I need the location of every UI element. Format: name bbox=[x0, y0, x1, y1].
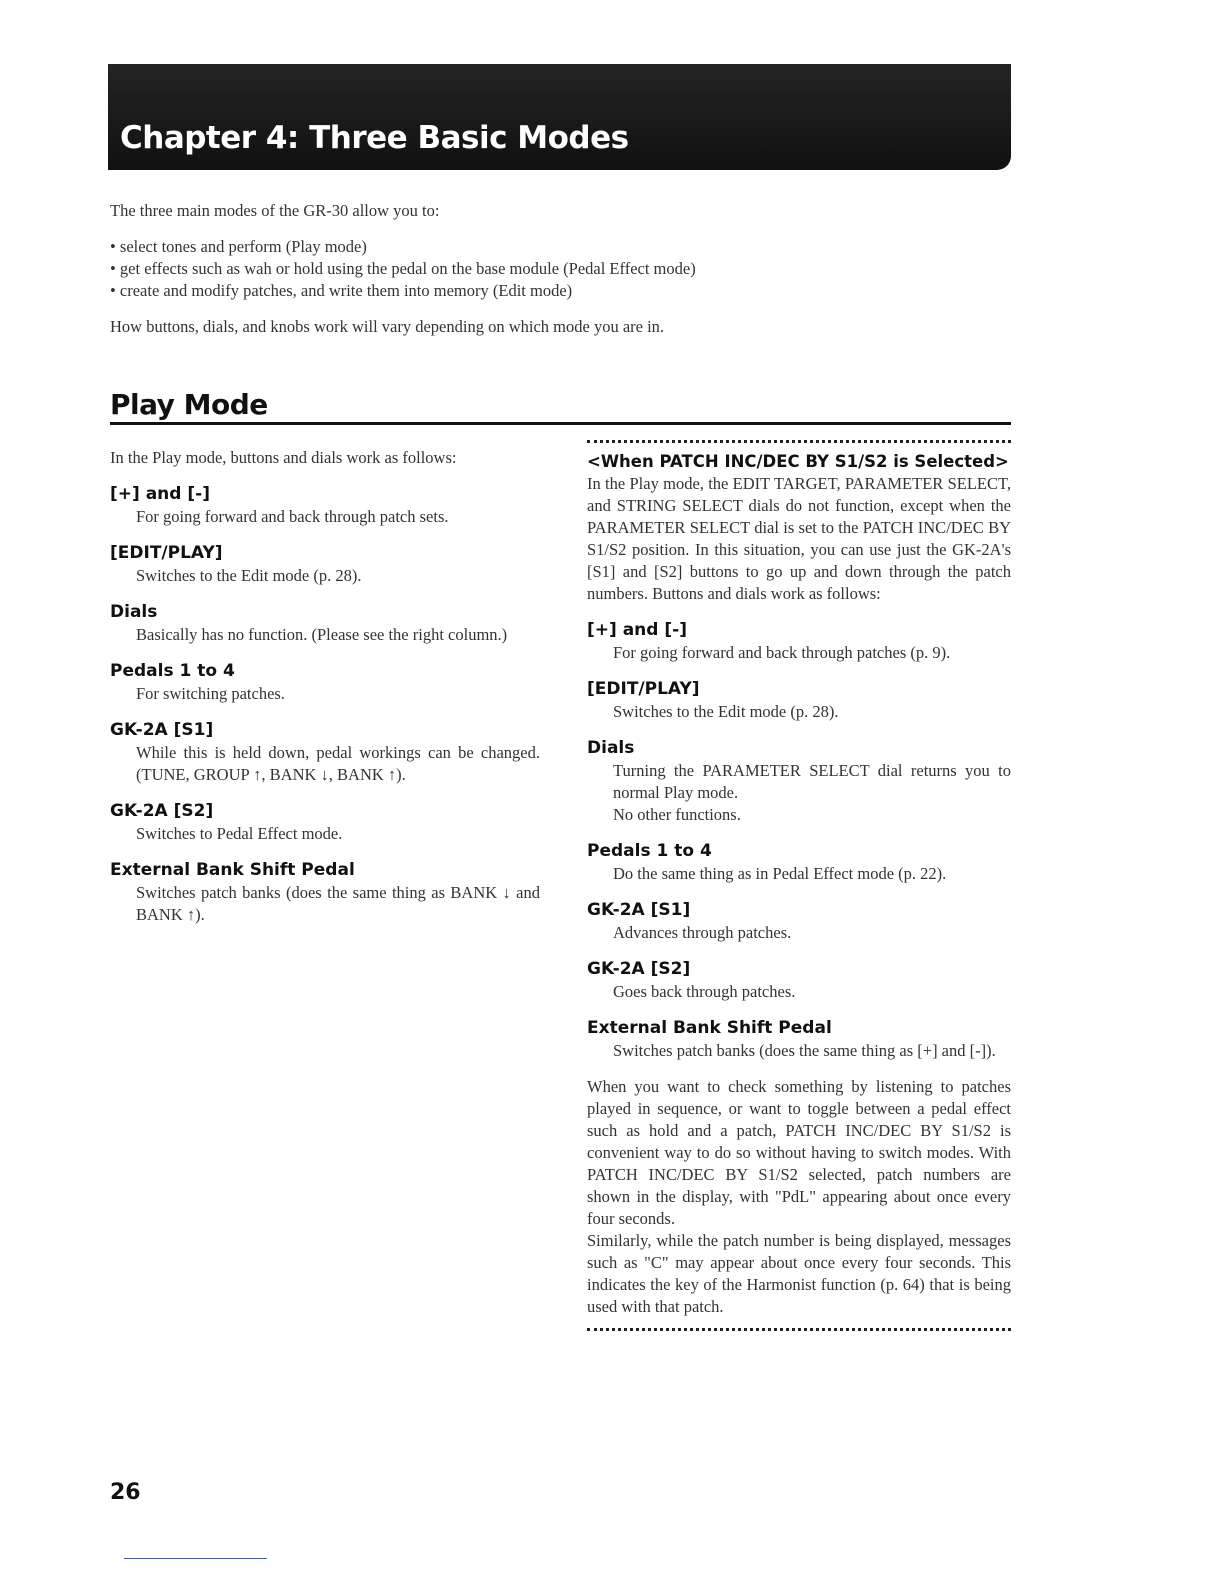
item-heading: Pedals 1 to 4 bbox=[587, 841, 712, 861]
item-body: While this is held down, pedal workings can be changed. (TUNE, GROUP ↑, BANK ↓, BANK ↑). bbox=[136, 743, 540, 784]
section-rule bbox=[110, 422, 1011, 425]
section-title: Play Mode bbox=[110, 388, 268, 421]
item-body: Switches patch banks (does the same thing as BANK ↓ and BANK ↑). bbox=[136, 883, 540, 924]
mode-list bbox=[110, 236, 1010, 302]
box-paragraph: Similarly, while the patch number is being displayed, messages such as "C" may appear about once every four seconds. This indicates the key of the Harmonist function (p. 64) that is being used with that patch. bbox=[587, 1231, 1011, 1316]
item-heading: [EDIT/PLAY] bbox=[110, 543, 223, 563]
box-bottom-divider bbox=[587, 1328, 1011, 1331]
box-intro: In the Play mode, the EDIT TARGET, PARAMETER SELECT, and STRING SELECT dials do not function, except when the PARAMETER SELECT dial is set to the PATCH INC/DEC BY S1/S2 position. In this situation, you can use just the GK-2A's [S1] and [S2] buttons to go up and down through the patch numbers. Buttons and dials work as follows: bbox=[587, 474, 1011, 603]
box-title: <When PATCH INC/DEC BY S1/S2 is Selected> bbox=[587, 452, 1009, 471]
item-body: Basically has no function. (Please see the right column.) bbox=[136, 625, 508, 644]
item-heading: GK-2A [S2] bbox=[110, 801, 214, 821]
mode-list-item: • select tones and perform (Play mode) bbox=[110, 236, 1010, 258]
item-heading: Dials bbox=[587, 738, 635, 758]
item-body: Turning the PARAMETER SELECT dial returns you to normal Play mode. bbox=[613, 761, 1011, 802]
item-heading: GK-2A [S1] bbox=[587, 900, 691, 920]
item-body: Switches to Pedal Effect mode. bbox=[136, 824, 343, 843]
item-body: Do the same thing as in Pedal Effect mode (p. 22). bbox=[613, 864, 947, 883]
item-heading: [+] and [-] bbox=[587, 620, 687, 640]
item-body: No other functions. bbox=[613, 805, 741, 824]
intro-closing: How buttons, dials, and knobs work will vary depending on which mode you are in. bbox=[110, 317, 665, 336]
item-body: For going forward and back through patches (p. 9). bbox=[613, 643, 951, 662]
chapter-title: Chapter 4: Three Basic Modes bbox=[120, 120, 629, 156]
item-heading: GK-2A [S1] bbox=[110, 720, 214, 740]
item-heading: Dials bbox=[110, 602, 158, 622]
item-body: Goes back through patches. bbox=[613, 982, 796, 1001]
item-heading: External Bank Shift Pedal bbox=[110, 860, 355, 880]
left-intro: In the Play mode, buttons and dials work as follows: bbox=[110, 448, 457, 467]
item-heading: External Bank Shift Pedal bbox=[587, 1018, 832, 1038]
footer-line bbox=[124, 1558, 267, 1559]
item-heading: GK-2A [S2] bbox=[587, 959, 691, 979]
box-paragraph: When you want to check something by listening to patches played in sequence, or want to toggle between a pedal effect such as hold and a patch, PATCH INC/DEC BY S1/S2 is convenient way to do so without having to switch modes. With PATCH INC/DEC BY S1/S2 selected, patch numbers are shown in the display, with "PdL" appearing about once every four seconds. bbox=[587, 1077, 1011, 1228]
item-body: For switching patches. bbox=[136, 684, 285, 703]
item-body: Switches patch banks (does the same thing as [+] and [-]). bbox=[613, 1041, 996, 1060]
left-column bbox=[110, 447, 540, 926]
item-body: Switches to the Edit mode (p. 28). bbox=[136, 566, 362, 585]
item-body: For going forward and back through patch sets. bbox=[136, 507, 449, 526]
mode-list-item: • create and modify patches, and write them into memory (Edit mode) bbox=[110, 280, 1010, 302]
item-body: Switches to the Edit mode (p. 28). bbox=[613, 702, 839, 721]
mode-list-item: • get effects such as wah or hold using the pedal on the base module (Pedal Effect mode) bbox=[110, 258, 1010, 280]
box-top-divider bbox=[587, 440, 1011, 443]
item-heading: [+] and [-] bbox=[110, 484, 210, 504]
item-heading: Pedals 1 to 4 bbox=[110, 661, 235, 681]
chapter-banner bbox=[108, 64, 1011, 170]
item-body: Advances through patches. bbox=[613, 923, 792, 942]
page-number: 26 bbox=[110, 1480, 141, 1505]
intro-lead: The three main modes of the GR-30 allow you to: bbox=[110, 201, 440, 220]
right-column bbox=[587, 440, 1011, 1331]
intro-block bbox=[110, 200, 1010, 338]
item-heading: [EDIT/PLAY] bbox=[587, 679, 700, 699]
